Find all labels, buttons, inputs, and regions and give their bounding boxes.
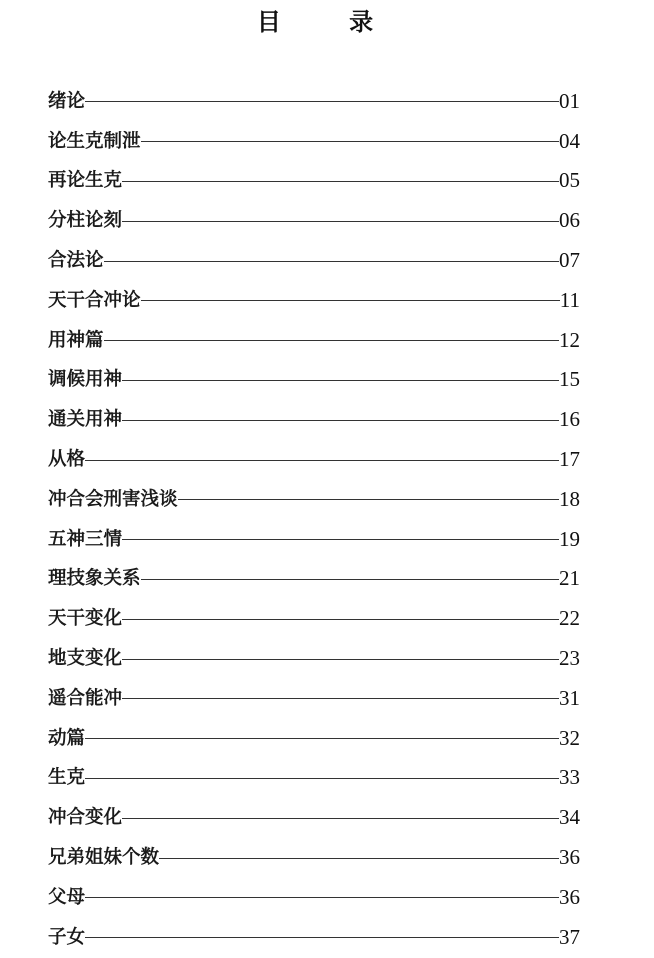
toc-entry-page: 01 [559,88,580,113]
toc-entry[interactable] [48,478,580,518]
toc-entry-page: 18 [559,486,580,511]
toc-entry-label: 论生克制泄 [48,130,141,152]
toc-entry-label: 天干合冲论 [48,289,141,311]
leader-line [141,141,559,142]
toc-entry-label: 从格 [48,449,86,471]
toc-entry[interactable] [48,637,580,677]
toc-entry-label: 父母 [48,886,86,908]
toc-entry[interactable] [48,279,580,319]
toc-entry-label: 动篇 [48,727,86,749]
toc-entry[interactable] [48,717,580,757]
toc-entry-label: 兄弟姐妹个数 [48,847,160,869]
leader-line [122,420,559,421]
toc-entry-label: 再论生克 [48,170,123,192]
leader-line [122,698,559,699]
toc-entry-page: 19 [559,526,580,551]
leader-line [122,818,559,819]
leader-line [159,858,559,859]
leader-line [104,261,559,262]
toc-entry[interactable] [48,597,580,637]
toc-entry-page: 05 [559,168,580,193]
toc-entry-label: 五神三情 [48,528,123,550]
leader-line [122,619,559,620]
toc-entry-page: 15 [559,367,580,392]
toc-entry-page: 04 [559,128,580,153]
toc-entry[interactable] [48,836,580,876]
toc-entry-label: 子女 [48,926,86,948]
toc-entry[interactable] [48,677,580,717]
toc-entry-page: 22 [559,606,580,631]
toc-entry-label: 冲合变化 [48,807,123,829]
toc-entry-label: 地支变化 [48,648,123,670]
toc-entry[interactable] [48,80,580,120]
toc-entry[interactable] [48,398,580,438]
leader-line [85,101,559,102]
toc-entry-label: 理技象关系 [48,568,141,590]
toc-entry-label: 合法论 [48,250,104,272]
toc-entry[interactable] [48,876,580,916]
toc-entry-page: 21 [559,566,580,591]
toc-entry-page: 32 [559,725,580,750]
toc-entry-page: 37 [559,924,580,949]
toc-entry-label: 遥合能冲 [48,687,123,709]
toc-entry[interactable] [48,796,580,836]
page-title: 目 录 [256,7,404,36]
leader-line [122,221,559,222]
leader-line [85,897,559,898]
toc-entry-label: 天干变化 [48,608,123,630]
toc-entry-label: 生克 [48,767,86,789]
toc-entry-label: 分柱论刻 [48,210,123,232]
toc-entry-page: 11 [559,287,580,312]
toc-entry-label: 绪论 [48,90,86,112]
toc-entry[interactable] [48,160,580,200]
toc-entry[interactable] [48,558,580,598]
leader-line [85,937,559,938]
leader-line [122,181,559,182]
leader-line [85,738,559,739]
leader-line [85,460,559,461]
toc-entry-page: 07 [559,248,580,273]
leader-line [85,778,559,779]
table-of-contents [48,80,580,956]
toc-entry-page: 33 [559,765,580,790]
toc-entry[interactable] [48,438,580,478]
leader-line [122,380,559,381]
toc-entry-label: 通关用神 [48,409,123,431]
leader-line [141,579,559,580]
toc-entry-page: 16 [559,407,580,432]
toc-entry-page: 36 [559,884,580,909]
toc-entry-page: 12 [559,327,580,352]
toc-entry[interactable] [48,319,580,359]
toc-entry-label: 用神篇 [48,329,104,351]
toc-entry[interactable] [48,359,580,399]
toc-entry-page: 36 [559,845,580,870]
toc-entry-page: 06 [559,208,580,233]
toc-entry[interactable] [48,239,580,279]
leader-line [122,659,559,660]
leader-line [178,499,559,500]
leader-line [104,340,559,341]
toc-entry-page: 23 [559,646,580,671]
toc-entry[interactable] [48,757,580,797]
toc-entry-label: 调候用神 [48,369,123,391]
toc-entry-page: 17 [559,447,580,472]
toc-entry-page: 31 [559,685,580,710]
toc-entry-label: 冲合会刑害浅谈 [48,488,178,510]
toc-entry[interactable] [48,199,580,239]
leader-line [122,539,559,540]
toc-entry-page: 34 [559,805,580,830]
toc-entry[interactable] [48,518,580,558]
leader-line [141,300,560,301]
toc-entry[interactable] [48,120,580,160]
toc-entry[interactable] [48,916,580,956]
